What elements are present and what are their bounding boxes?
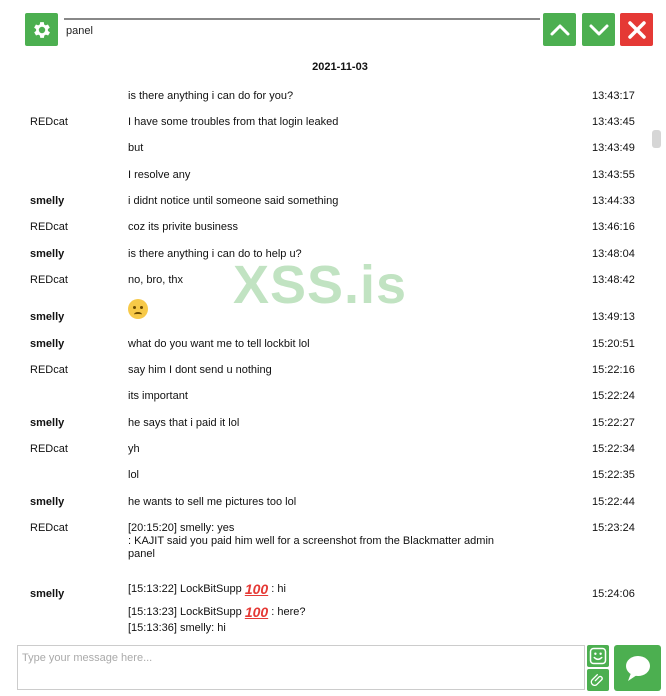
- message-time: 13:48:42: [592, 274, 635, 286]
- message-time: 13:43:49: [592, 142, 635, 154]
- attach-file-button[interactable]: [587, 669, 609, 691]
- message-time: 15:24:06: [592, 588, 635, 600]
- quote-line: [15:13:36] smelly: hi: [128, 622, 226, 634]
- message-sender: REDcat: [30, 443, 68, 455]
- message-sender: smelly: [30, 417, 65, 429]
- message-sender: REDcat: [30, 221, 68, 233]
- message-time: 15:22:35: [592, 469, 635, 481]
- message-sender: smelly: [30, 588, 65, 600]
- message-time: 13:46:16: [592, 221, 635, 233]
- disappointed-face-emoji: [128, 299, 148, 319]
- message-sender: REDcat: [30, 522, 68, 534]
- message-quote: [128, 522, 548, 561]
- send-button[interactable]: [614, 645, 661, 691]
- message-text: I have some troubles from that login leaked: [128, 116, 339, 128]
- quote-line: [128, 602, 548, 622]
- message-time: 13:48:04: [592, 248, 635, 260]
- message-text: what do you want me to tell lockbit lol: [128, 338, 310, 350]
- message-time: 15:22:34: [592, 443, 635, 455]
- quote-line: [128, 576, 548, 602]
- message-text: but: [128, 142, 144, 154]
- speech-bubble-icon: [622, 652, 654, 684]
- smiley-icon: [589, 647, 607, 665]
- hundred-points-emoji: 100: [244, 581, 269, 598]
- message-text: lol: [128, 469, 140, 481]
- message-text: no, bro, thx: [128, 274, 184, 286]
- message-time: 15:22:16: [592, 364, 635, 376]
- message-text: he wants to sell me pictures too lol: [128, 496, 297, 508]
- message-sender: REDcat: [30, 274, 68, 286]
- message-sender: smelly: [30, 338, 65, 350]
- quote-text: [15:13:22] LockBitSupp: [128, 583, 242, 595]
- message-text: yh: [128, 443, 140, 455]
- message-text: I resolve any: [128, 169, 191, 181]
- message-time: 15:22:27: [592, 417, 635, 429]
- message-time: 13:43:45: [592, 116, 635, 128]
- message-text: he says that i paid it lol: [128, 417, 240, 429]
- message-text: is there anything i can do for you?: [128, 90, 294, 102]
- message-sender: REDcat: [30, 116, 68, 128]
- message-input[interactable]: [18, 646, 584, 689]
- watermark: XSS.is: [233, 255, 408, 315]
- quote-line: : KAJIT said you paid him well for a screenshot from the Blackmatter admin: [128, 535, 495, 547]
- message-text: say him I dont send u nothing: [128, 364, 272, 376]
- message-text: its important: [128, 390, 188, 402]
- message-sender: smelly: [30, 248, 65, 260]
- quote-text: : hi: [271, 583, 286, 595]
- message-time: 13:44:33: [592, 195, 635, 207]
- message-text: is there anything i can do to help u?: [128, 248, 302, 260]
- message-sender: smelly: [30, 311, 65, 323]
- message-sender: smelly: [30, 195, 65, 207]
- emoji-button[interactable]: [587, 645, 609, 667]
- quote-text: : here?: [271, 606, 306, 618]
- quote-text: [15:13:23] LockBitSupp: [128, 606, 242, 618]
- message-sender: smelly: [30, 496, 65, 508]
- message-text: coz its privite business: [128, 221, 239, 233]
- message-time: 15:22:24: [592, 390, 635, 402]
- message-time: 15:20:51: [592, 338, 635, 350]
- message-time: 15:23:24: [592, 522, 635, 534]
- quote-line: panel: [128, 548, 155, 560]
- message-composer: [17, 645, 585, 690]
- message-time: 15:22:44: [592, 496, 635, 508]
- scrollbar-thumb[interactable]: [652, 130, 661, 148]
- hundred-points-emoji: 100: [244, 604, 269, 621]
- message-sender: REDcat: [30, 364, 68, 376]
- message-quote: [128, 576, 548, 635]
- message-time: 13:49:13: [592, 311, 635, 323]
- date-header: 2021-11-03: [312, 61, 368, 73]
- quote-line: [20:15:20] smelly: yes: [128, 522, 235, 534]
- paperclip-icon: [590, 672, 606, 688]
- message-time: 13:43:55: [592, 169, 635, 181]
- message-text: i didnt notice until someone said something: [128, 195, 339, 207]
- message-time: 13:43:17: [592, 90, 635, 102]
